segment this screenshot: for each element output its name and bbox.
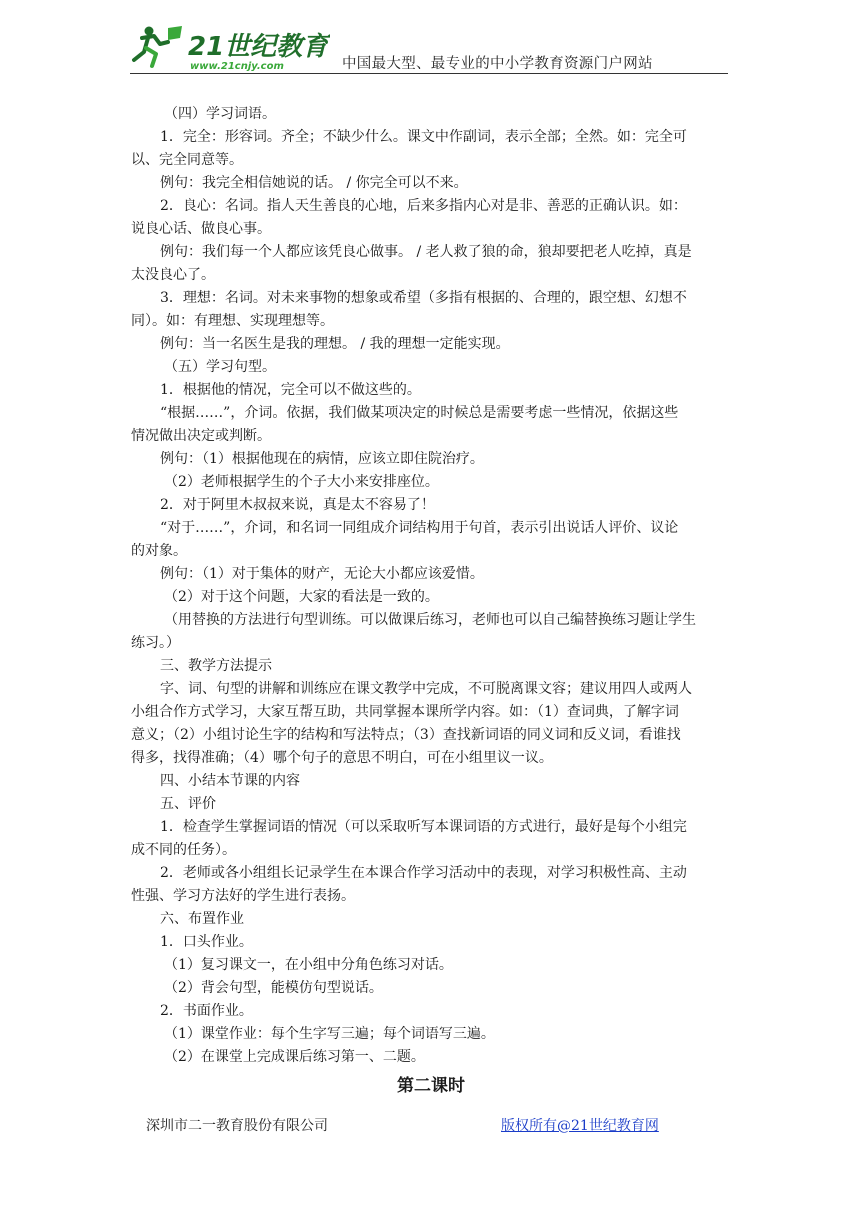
text-line: 3．理想：名词。对未来事物的想象或希望（多指有根据的、合理的，跟空想、幻想不 — [160, 290, 687, 306]
text-line: 意义；（2）小组讨论生字的结构和写法特点；（3）查找新词语的同义词和反义词，看谁找 — [131, 727, 681, 743]
text-line: （用替换的方法进行句型训练。可以做课后练习，老师也可以自己编替换练习题让学生 — [164, 612, 696, 628]
text-line: （1）课堂作业：每个生字写三遍；每个词语写三遍。 — [164, 1026, 495, 1042]
text-line: 2．老师或各小组组长记录学生在本课合作学习活动中的表现，对学习积极性高、主动 — [160, 865, 687, 881]
text-line: （1）复习课文一，在小组中分角色练习对话。 — [164, 957, 453, 973]
text-line: 例句：我完全相信她说的话。 / 你完全可以不来。 — [160, 175, 468, 191]
text-line: “根据……”，介词。依据，我们做某项决定的时候总是需要考虑一些情况，依据这些 — [160, 405, 679, 421]
lesson-heading: 第二课时 — [397, 1076, 465, 1096]
text-line: 说良心话、做良心事。 — [131, 221, 271, 237]
text-line: 练习。） — [131, 635, 180, 651]
text-line: 小组合作方式学习，大家互帮互助，共同掌握本课所学内容。如：（1）查词典，了解字词 — [131, 704, 679, 720]
footer-copyright-link[interactable]: 版权所有@21世纪教育网 — [501, 1118, 659, 1134]
footer-company: 深圳市二一教育股份有限公司 — [146, 1118, 328, 1134]
text-line: 2．对于阿里木叔叔来说，真是太不容易了！ — [160, 497, 435, 513]
text-line: 的对象。 — [131, 543, 187, 559]
text-line: 例句：（1）对于集体的财产，无论大小都应该爱惜。 — [160, 566, 484, 582]
text-line: （2）背会句型，能模仿句型说话。 — [164, 980, 383, 996]
section-title: 六、布置作业 — [160, 911, 244, 927]
text-line: 1．口头作业。 — [160, 934, 253, 950]
logo-text: 21世纪教育 — [188, 32, 329, 62]
header-tagline: 中国最大型、最专业的中小学教育资源门户网站 — [342, 56, 653, 72]
text-line: 性强、学习方法好的学生进行表扬。 — [131, 888, 355, 904]
text-line: 成不同的任务）。 — [131, 842, 236, 858]
page-header — [130, 22, 728, 74]
text-line: 例句：我们每一个人都应该凭良心做事。 / 老人救了狼的命，狼却要把老人吃掉，真是 — [160, 244, 692, 260]
text-line: （2）老师根据学生的个子大小来安排座位。 — [164, 474, 439, 490]
document-body — [131, 103, 731, 1098]
text-line: 得多，找得准确；（4）哪个句子的意思不明白，可在小组里议一议。 — [131, 750, 553, 766]
text-line: （四）学习词语。 — [164, 106, 276, 122]
section-title: 四、小结本节课的内容 — [160, 773, 300, 789]
text-line: 例句：当一名医生是我的理想。 / 我的理想一定能实现。 — [160, 336, 510, 352]
text-line: 例句：（1）根据他现在的病情，应该立即住院治疗。 — [160, 451, 484, 467]
text-line: 以、完全同意等。 — [131, 152, 243, 168]
text-line: 同）。如：有理想、实现理想等。 — [131, 313, 334, 329]
logo-url: www.21cnjy.com — [190, 61, 284, 72]
text-line: “对于……”，介词，和名词一同组成介词结构用于句首，表示引出说话人评价、议论 — [160, 520, 679, 536]
text-line: 2．良心：名词。指人天生善良的心地，后来多指内心对是非、善恶的正确认识。如： — [160, 198, 687, 214]
section-title: 五、评价 — [160, 796, 216, 812]
text-line: 字、词、句型的讲解和训练应在课文教学中完成，不可脱离课文容；建议用四人或两人 — [160, 681, 692, 697]
text-line: （2）在课堂上完成课后练习第一、二题。 — [164, 1049, 425, 1065]
text-line: 情况做出决定或判断。 — [131, 428, 271, 444]
text-line: （2）对于这个问题，大家的看法是一致的。 — [164, 589, 439, 605]
section-title: 三、教学方法提示 — [160, 658, 272, 674]
text-line: 1．检查学生掌握词语的情况（可以采取听写本课词语的方式进行，最好是每个小组完 — [160, 819, 687, 835]
runner-icon — [134, 26, 182, 66]
header-divider — [130, 73, 728, 74]
text-line: 1．完全：形容词。齐全；不缺少什么。课文中作副词，表示全部；全然。如：完全可 — [160, 129, 687, 145]
text-line: 太没良心了。 — [131, 267, 215, 283]
site-logo[interactable] — [130, 22, 330, 72]
text-line: 1．根据他的情况，完全可以不做这些的。 — [160, 382, 421, 398]
text-line: （五）学习句型。 — [164, 359, 276, 375]
text-line: 2．书面作业。 — [160, 1003, 253, 1019]
